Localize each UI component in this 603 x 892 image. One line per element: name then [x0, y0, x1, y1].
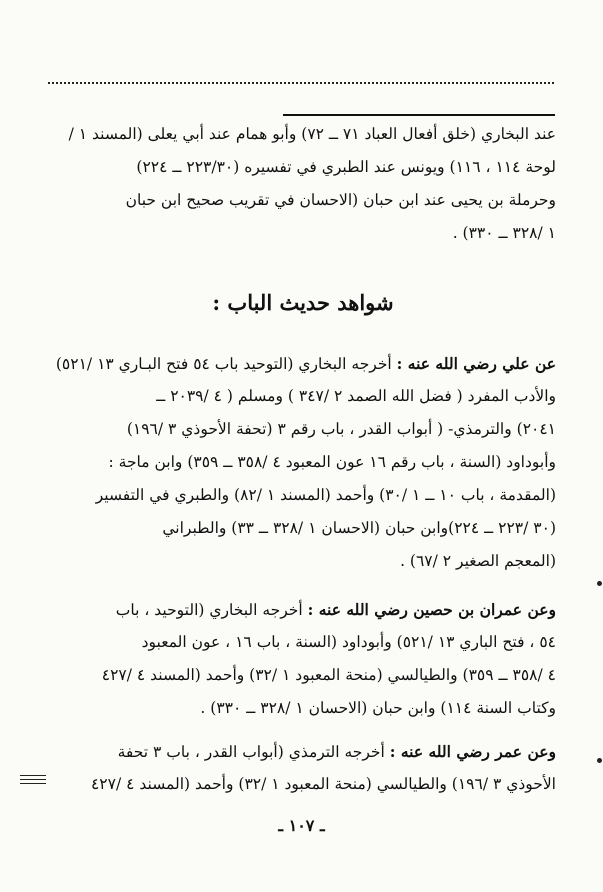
line-marks: [20, 775, 46, 789]
text-line: وأبوداود (السنة ، باب رقم ١٦ عون المعبود ٤ /٣٥٨ ــ ٣٥٩) وابن ماجة :: [108, 453, 556, 471]
text-line: ١ /٣٢٨ ــ ٣٣٠) .: [452, 224, 556, 242]
section-heading: شواهد حديث الباب :: [212, 290, 394, 315]
text-line: ٥٤ ، فتح الباري ١٣ /٥٢١) وأبوداود (السنة ، باب ١٦ ، عون المعبود: [141, 633, 556, 651]
text-line: [50, 347, 556, 380]
footnote-rule: [283, 114, 555, 116]
text-line: (المقدمة ، باب ١٠ ــ ١ /٣٠) وأحمد (المسند ١ /٨٢) والطبري في التفسير: [95, 486, 556, 504]
paragraph-umar: [50, 735, 556, 801]
top-footnote-block: [50, 118, 556, 250]
paragraph-ali: [50, 347, 556, 578]
text-line: عند البخاري (خلق أفعال العباد ٧١ ــ ٧٢) وأبو همام عند أبي يعلى (المسند ١ /: [68, 125, 556, 143]
margin-dot: [597, 581, 602, 586]
paragraph-lead: عن علي رضي الله عنه :: [396, 354, 556, 373]
paragraph-first-text: أخرجه الترمذي (أبواب القدر ، باب ٣ تحفة: [117, 743, 385, 761]
paragraph-imran: [50, 593, 556, 725]
paragraph-first-text: أخرجه البخاري (التوحيد باب ٥٤ فتح البـاري ١٣ /٥٢١): [55, 355, 392, 373]
text-line: لوحة ١١٤ ، ١١٦) ويونس عند الطبري في تفسيره (٢٢٣/٣٠ ــ ٢٢٤): [136, 158, 556, 176]
page-number: ـ ١٠٧ ـ: [278, 816, 325, 835]
paragraph-lead: وعن عمر رضي الله عنه :: [389, 742, 556, 761]
text-line: ٤ /٣٥٨ ــ ٣٥٩) والطيالسي (منحة المعبود ١ /٣٢) وأحمد (المسند ٤ /٤٢٧: [101, 666, 556, 684]
text-line: ٢٠٤١) والترمذي- ( أبواب القدر ، باب رقم ٣ (تحفة الأحوذي ٣ /١٩٦): [126, 420, 556, 438]
text-line: الأحوذي ٣ /١٩٦) والطيالسي (منحة المعبود ١ /٣٢) وأحمد (المسند ٤ /٤٢٧: [90, 775, 556, 793]
text-line: وحرملة بن يحيى عند ابن حبان (الاحسان في تقريب صحيح ابن حبان: [125, 191, 556, 209]
text-line: (المعجم الصغير ٢ /٦٧) .: [400, 552, 556, 570]
text-line: [50, 735, 556, 768]
text-line: وكتاب السنة ١١٤) وابن حبان (الاحسان ١ /٣٢٨ ــ ٣٣٠) .: [200, 699, 556, 717]
paragraph-first-text: أخرجه البخاري (التوحيد ، باب: [115, 601, 303, 619]
text-line: (٣٠ /٢٢٣ ــ ٢٢٤)وابن حبان (الاحسان ١ /٣٢٨ ــ ٣٣) والطبراني: [162, 519, 556, 537]
dotted-separator: [48, 82, 554, 84]
text-line: [50, 593, 556, 626]
text-line: والأدب المفرد ( فضل الله الصمد ٢ /٣٤٧ ) ومسلم ( ٤ /٢٠٣٩ ــ: [156, 387, 556, 405]
margin-dot: [597, 758, 602, 763]
paragraph-lead: وعن عمران بن حصين رضي الله عنه :: [307, 600, 556, 619]
